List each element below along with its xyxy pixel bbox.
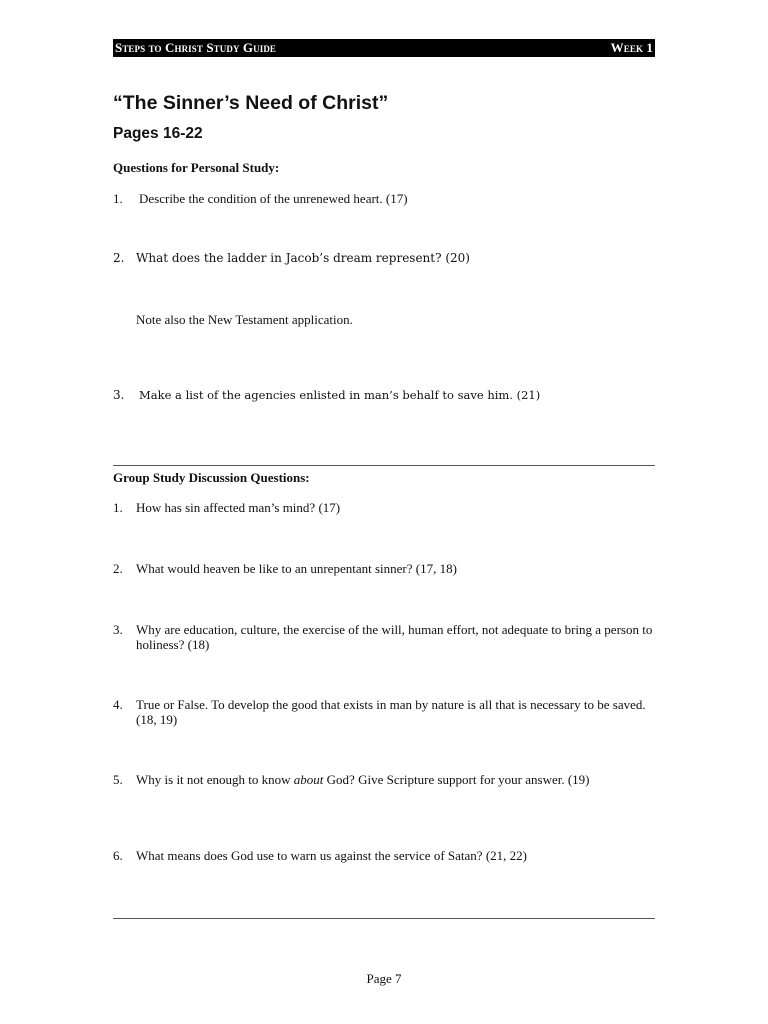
question-text: What means does God use to warn us against the service of Satan? (21, 22) [136, 848, 527, 863]
guide-title: Steps to Christ Study Guide [115, 40, 277, 55]
week-label: Week 1 [610, 40, 653, 55]
page-number: Page 7 [366, 971, 402, 986]
page-range: Pages 16-22 [113, 125, 203, 142]
emphasized-word: about [293, 772, 324, 787]
question-text-end: God? Give Scripture support for your answer. (19) [323, 772, 590, 787]
section-divider [113, 465, 655, 466]
question-number: 6. [113, 848, 123, 863]
question-text: Describe the condition of the unrenewed heart. (17) [139, 191, 408, 206]
group-study-heading: Group Study Discussion Questions: [113, 470, 310, 485]
question-number: 2. [113, 561, 123, 576]
question-number: 5. [113, 772, 123, 787]
lesson-title: “The Sinner’s Need of Christ” [113, 92, 389, 114]
question-number: 1. [113, 191, 123, 206]
question-text: Why are education, culture, the exercise of the will, human effort, not adequate to bring a person to holiness? (18) [136, 622, 653, 652]
question-number: 2. [113, 251, 125, 265]
footer-divider [113, 918, 655, 919]
running-header [113, 39, 655, 57]
question-text [136, 772, 656, 787]
personal-study-heading: Questions for Personal Study: [113, 160, 280, 175]
study-note: Note also the New Testament application. [136, 312, 353, 327]
question-number: 3. [113, 388, 125, 402]
question-text: Make a list of the agencies enlisted in man’s behalf to save him. (21) [139, 388, 541, 402]
question-number: 3. [113, 622, 123, 637]
question-number: 4. [113, 697, 123, 712]
question-text: How has sin affected man’s mind? (17) [136, 500, 341, 515]
question-text: What would heaven be like to an unrepentant sinner? (17, 18) [136, 561, 457, 576]
question-number: 1. [113, 500, 123, 515]
question-text: What does the ladder in Jacob’s dream represent? (20) [136, 251, 470, 265]
question-text: True or False. To develop the good that exists in man by nature is all that is necessary to be saved. (18, 19) [136, 697, 646, 727]
question-text-start: Why is it not enough to know [136, 772, 294, 787]
